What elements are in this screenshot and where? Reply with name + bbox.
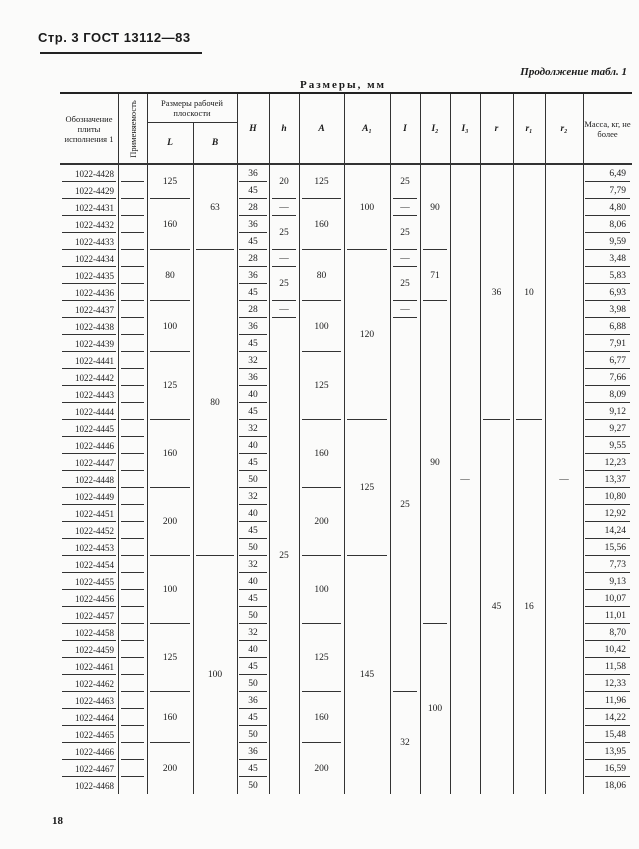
row-rule: [121, 742, 144, 743]
row-designation: 1022-4448: [75, 474, 114, 485]
row-designation: 1022-4454: [75, 559, 114, 570]
row-h-value: 32: [248, 559, 258, 570]
header-rule: [40, 52, 202, 54]
header-i3: [450, 95, 480, 163]
row-h-value: 45: [248, 593, 258, 604]
row-mass: 6,49: [609, 168, 626, 179]
row-rule: [121, 181, 144, 182]
row-mass: 11,58: [604, 661, 626, 672]
merged-l-value: 100: [162, 585, 178, 595]
merged-a-value: 160: [314, 712, 329, 723]
merged-a1-value: 120: [359, 330, 375, 340]
row-rule: [121, 334, 144, 335]
row-mass: 10,80: [604, 491, 626, 502]
row-mass: 6,93: [609, 287, 626, 298]
row-h-value: 40: [248, 576, 258, 587]
header-l: [147, 123, 193, 163]
row-h-value: 32: [248, 423, 258, 434]
row-h-value: 36: [248, 746, 258, 757]
row-h-value: 36: [248, 372, 258, 383]
row-h-value: 40: [248, 644, 258, 655]
row-designation: 1022-4468: [75, 780, 114, 791]
row-mass: 14,22: [604, 712, 626, 723]
row-h-value: 45: [248, 525, 258, 536]
merged-r1-value: 10: [524, 287, 534, 298]
row-rule: [121, 385, 144, 386]
merged-l-value: 125: [162, 177, 178, 187]
merged-i-value: 25: [400, 177, 410, 187]
row-rule: [121, 674, 144, 675]
row-designation: 1022-4432: [75, 219, 114, 230]
row-rule: [121, 283, 144, 284]
dimensions-caption: Размеры, мм: [300, 79, 387, 91]
row-mass: 15,48: [604, 729, 626, 740]
row-h-value: 28: [248, 202, 258, 213]
row-h-value: 36: [248, 270, 258, 281]
row-designation: 1022-4445: [75, 423, 114, 434]
merged-i2-value: 90: [430, 202, 440, 213]
row-mass: 10,42: [604, 644, 626, 655]
row-rule: [121, 657, 144, 658]
merged-l-value: 80: [165, 270, 175, 281]
merged-i-value: 25: [400, 500, 410, 510]
page-number: 18: [52, 815, 63, 827]
header-h: [269, 95, 299, 163]
row-designation: 1022-4463: [75, 695, 114, 706]
merged-l-value: 125: [162, 653, 178, 663]
header-a: [299, 95, 344, 163]
merged-a-value: 100: [314, 585, 329, 595]
row-rule: [121, 300, 144, 301]
row-rule: [121, 708, 144, 709]
row-h-value: 45: [248, 712, 258, 723]
row-h-value: 45: [248, 457, 258, 468]
merged-l-value: 100: [162, 321, 178, 332]
header-work-surface-label: Размеры рабочей плоскости: [161, 97, 223, 118]
table-continuation-label: Продолжение табл. 1: [520, 66, 627, 78]
row-rule: [121, 232, 144, 233]
page-header-title: Стр. 3 ГОСТ 13112—83: [38, 30, 191, 45]
merged-h-value: 25: [279, 551, 289, 561]
row-rule: [121, 351, 144, 352]
header-b: [193, 123, 237, 163]
row-mass: 3,48: [609, 253, 626, 264]
row-rule: [121, 555, 144, 556]
row-designation: 1022-4455: [75, 576, 114, 587]
row-h-value: 40: [248, 440, 258, 451]
row-h-value: 45: [248, 406, 258, 417]
row-designation: 1022-4446: [75, 440, 114, 451]
row-h-value: 50: [248, 542, 258, 553]
merged-i2-value: 90: [430, 457, 440, 468]
merged-i-value: —: [400, 304, 410, 315]
row-mass: 7,79: [609, 185, 626, 196]
row-designation: 1022-4449: [75, 491, 114, 502]
header-r1-label: r₁: [525, 124, 533, 134]
row-designation: 1022-4429: [75, 185, 114, 196]
row-h-value: 50: [248, 780, 258, 791]
row-designation: 1022-4439: [75, 338, 114, 349]
row-rule: [121, 759, 144, 760]
row-mass: 12,92: [604, 508, 626, 519]
row-designation: 1022-4438: [75, 321, 114, 332]
merged-a1-value: 145: [359, 670, 375, 680]
row-designation: 1022-4466: [75, 746, 114, 757]
row-mass: 8,09: [609, 389, 626, 400]
row-designation: 1022-4444: [75, 406, 114, 417]
merged-r-value: 45: [491, 602, 502, 612]
row-h-value: 45: [248, 185, 258, 196]
row-h-value: 28: [248, 253, 258, 264]
merged-r1-value: 16: [524, 602, 534, 612]
row-mass: 7,91: [609, 338, 626, 349]
row-rule: [121, 249, 144, 250]
row-h-value: 45: [248, 287, 258, 298]
header-r1: [513, 95, 545, 163]
row-rule: [121, 776, 144, 777]
row-rule: [121, 215, 144, 216]
row-designation: 1022-4441: [75, 355, 114, 366]
row-mass: 16,59: [604, 763, 626, 774]
row-mass: 9,27: [609, 423, 626, 434]
merged-r-value: 36: [491, 287, 502, 298]
merged-i-value: 25: [400, 228, 410, 238]
row-designation: 1022-4461: [75, 661, 114, 672]
merged-a1-value: 125: [359, 483, 375, 493]
row-h-value: 50: [248, 610, 258, 621]
header-mass-label: Масса, кг, не более: [584, 119, 631, 139]
row-mass: 12,23: [604, 457, 626, 468]
merged-a-value: 125: [314, 653, 329, 663]
row-mass: 9,55: [609, 440, 626, 451]
header-r2: [545, 95, 583, 163]
row-h-value: 32: [248, 491, 258, 502]
row-designation: 1022-4457: [75, 610, 114, 621]
header-l-label: L: [167, 138, 173, 148]
header-r-label: r: [494, 124, 499, 134]
merged-l-value: 200: [162, 517, 178, 527]
row-h-value: 28: [248, 304, 258, 315]
header-r: [480, 95, 513, 163]
row-mass: 6,88: [609, 321, 626, 332]
row-designation: 1022-4462: [75, 678, 114, 689]
merged-b-value: 63: [210, 202, 220, 213]
header-i3-label: I₃: [461, 124, 469, 134]
merged-l-value: 125: [162, 381, 178, 391]
header-h-label: h: [281, 124, 287, 134]
merged-a-value: 125: [314, 381, 329, 391]
merged-a-value: 200: [314, 517, 329, 527]
merged-a-value: 200: [314, 763, 329, 774]
merged-a-value: 160: [314, 219, 329, 230]
row-designation: 1022-4434: [75, 253, 114, 264]
row-rule: [121, 521, 144, 522]
row-mass: 9,13: [609, 576, 626, 587]
row-mass: 4,80: [609, 202, 626, 213]
merged-i2-value: 100: [427, 704, 443, 714]
header-applicability-label: Применяемость: [127, 100, 138, 158]
row-mass: 13,37: [604, 474, 626, 485]
row-h-value: 36: [248, 695, 258, 706]
merged-i2-value: 71: [430, 270, 440, 281]
merged-h-value: —: [279, 304, 289, 315]
row-mass: 11,96: [604, 695, 626, 706]
row-rule: [121, 198, 144, 199]
merged-l-value: 200: [162, 763, 178, 774]
row-h-value: 50: [248, 678, 258, 689]
row-rule: [121, 470, 144, 471]
row-h-value: 40: [248, 389, 258, 400]
merged-l-value: 160: [162, 712, 178, 723]
row-h-value: 50: [248, 729, 258, 740]
header-r2-label: r₂: [560, 124, 568, 134]
row-mass: 14,24: [604, 525, 626, 536]
header-designation-label: Обозначение плиты исполнения 1: [64, 114, 114, 144]
merged-a1-value: 100: [359, 202, 375, 213]
merged-a-value: 125: [314, 177, 329, 187]
row-designation: 1022-4437: [75, 304, 114, 315]
merged-i3-value: —: [460, 474, 470, 485]
merged-h-value: 20: [279, 177, 289, 187]
merged-h-value: 25: [279, 228, 289, 238]
header-i2-label: I₂: [431, 124, 439, 134]
row-h-value: 45: [248, 236, 258, 247]
row-designation: 1022-4435: [75, 270, 114, 281]
row-h-value: 40: [248, 508, 258, 519]
row-mass: 13,95: [604, 746, 626, 757]
header-i: [390, 95, 420, 163]
header-work-surface: [147, 95, 237, 120]
header-i2: [420, 95, 450, 163]
row-rule: [121, 572, 144, 573]
row-mass: 8,70: [609, 627, 626, 638]
row-designation: 1022-4451: [75, 508, 114, 519]
row-rule: [121, 640, 144, 641]
header-h: [237, 95, 269, 163]
row-h-value: 32: [248, 627, 258, 638]
header-applicability: [118, 95, 147, 163]
row-designation: 1022-4428: [75, 168, 114, 179]
header-h-label: H: [249, 124, 257, 134]
merged-l-value: 160: [162, 219, 178, 230]
row-rule: [121, 606, 144, 607]
row-mass: 18,06: [604, 780, 626, 791]
row-designation: 1022-4456: [75, 593, 114, 604]
row-h-value: 36: [248, 168, 258, 179]
row-mass: 8,06: [609, 219, 626, 230]
row-rule: [121, 317, 144, 318]
header-a-label: A: [318, 124, 325, 134]
row-rule: [121, 436, 144, 437]
header-designation: [60, 95, 118, 163]
row-rule: [121, 368, 144, 369]
row-h-value: 36: [248, 321, 258, 332]
merged-b-value: 80: [210, 398, 220, 408]
merged-i-value: —: [400, 202, 410, 213]
row-rule: [121, 691, 144, 692]
row-mass: 3,98: [609, 304, 626, 315]
merged-h-value: 25: [279, 279, 289, 289]
header-b-label: B: [211, 138, 219, 148]
row-h-value: 45: [248, 338, 258, 349]
row-mass: 7,66: [609, 372, 626, 383]
row-rule: [121, 538, 144, 539]
row-designation: 1022-4458: [75, 627, 114, 638]
merged-a-value: 160: [314, 449, 329, 459]
row-rule: [121, 453, 144, 454]
row-designation: 1022-4464: [75, 712, 114, 723]
header-a1-label: A₁: [362, 124, 372, 134]
row-designation: 1022-4447: [75, 457, 114, 468]
header-a1: [344, 95, 390, 163]
row-rule: [121, 266, 144, 267]
row-designation: 1022-4443: [75, 389, 114, 400]
row-rule: [121, 487, 144, 488]
row-rule: [121, 589, 144, 590]
merged-h-value: —: [279, 202, 289, 213]
column-divider: [118, 94, 119, 794]
row-mass: 11,01: [604, 610, 626, 621]
row-mass: 6,77: [609, 355, 626, 366]
row-designation: 1022-4436: [75, 287, 114, 298]
row-designation: 1022-4465: [75, 729, 114, 740]
row-h-value: 50: [248, 474, 258, 485]
row-rule: [121, 402, 144, 403]
row-mass: 15,56: [604, 542, 626, 553]
row-mass: 7,73: [609, 559, 626, 570]
row-mass: 9,59: [609, 236, 626, 247]
merged-i-value: 32: [400, 738, 410, 748]
row-rule: [121, 725, 144, 726]
row-mass: 9,12: [609, 406, 626, 417]
row-h-value: 36: [248, 219, 258, 230]
row-h-value: 45: [248, 763, 258, 774]
row-mass: 12,33: [604, 678, 626, 689]
header-i-label: I: [403, 124, 407, 134]
merged-a-value: 80: [316, 270, 327, 281]
row-mass: 10,07: [604, 593, 626, 604]
row-designation: 1022-4459: [75, 644, 114, 655]
row-rule: [121, 419, 144, 420]
table-top-rule: [60, 92, 632, 94]
merged-i-value: 25: [400, 279, 410, 289]
merged-r2-value: —: [559, 474, 569, 485]
row-designation: 1022-4467: [75, 763, 114, 774]
merged-b-value: 100: [207, 670, 223, 680]
row-rule: [121, 504, 144, 505]
row-designation: 1022-4433: [75, 236, 114, 247]
row-mass: 5,83: [609, 270, 626, 281]
merged-h-value: —: [279, 253, 289, 264]
row-designation: 1022-4431: [75, 202, 114, 213]
header-mass: [583, 95, 632, 163]
row-h-value: 45: [248, 661, 258, 672]
merged-l-value: 160: [162, 449, 178, 459]
row-designation: 1022-4453: [75, 542, 114, 553]
merged-i-value: —: [400, 253, 410, 264]
row-rule: [121, 623, 144, 624]
merged-a-value: 100: [314, 321, 329, 332]
row-designation: 1022-4452: [75, 525, 114, 536]
row-designation: 1022-4442: [75, 372, 114, 383]
row-h-value: 32: [248, 355, 258, 366]
